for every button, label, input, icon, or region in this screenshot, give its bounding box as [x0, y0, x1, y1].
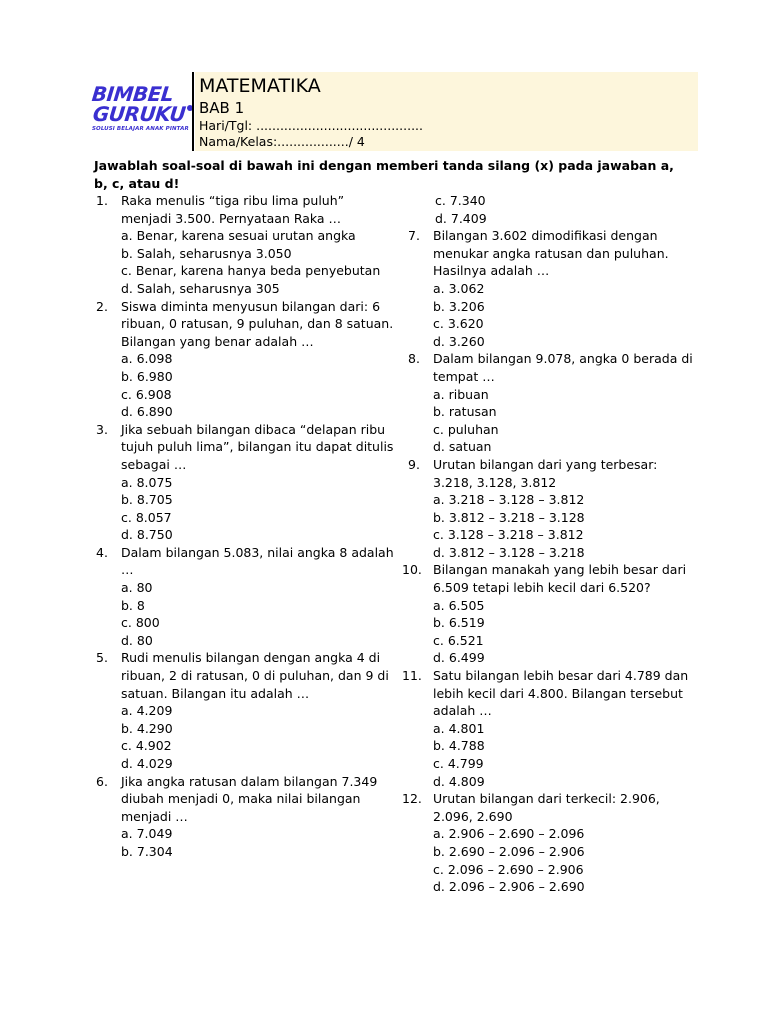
answer-option[interactable]: a. 7.049: [121, 826, 173, 842]
answer-option[interactable]: a. 4.209: [121, 703, 173, 719]
question-text: Dalam bilangan 9.078, angka 0 berada di tempat …: [433, 351, 693, 384]
question-item: [94, 544, 394, 650]
answer-option[interactable]: b. 3.812 – 3.218 – 3.128: [433, 509, 585, 525]
chapter-label: BAB 1: [199, 99, 245, 117]
answer-option[interactable]: c. 6.521: [433, 632, 484, 648]
answer-option[interactable]: b. Salah, seharusnya 3.050: [121, 245, 292, 261]
answer-option[interactable]: b. 8: [121, 597, 145, 613]
answer-option[interactable]: c. 2.096 – 2.690 – 2.906: [433, 861, 584, 877]
answer-option[interactable]: a. 6.098: [121, 351, 173, 367]
answer-option[interactable]: d. 7.409: [435, 210, 487, 226]
answer-option[interactable]: c. 4.902: [121, 738, 172, 754]
question-number: 6.: [96, 773, 108, 789]
answer-option[interactable]: a. Benar, karena sesuai urutan angka: [121, 228, 356, 244]
question-number: 3.: [96, 421, 108, 437]
question-number: 5.: [96, 650, 108, 666]
answer-option[interactable]: b. 3.206: [433, 298, 485, 314]
answer-option[interactable]: d. 8.750: [121, 527, 173, 543]
answer-option[interactable]: d. 3.260: [433, 333, 485, 349]
question-number: 11.: [402, 668, 422, 684]
question-item: [94, 773, 394, 861]
date-field: Hari/Tgl: ..........................................: [199, 118, 423, 133]
answer-option[interactable]: d. satuan: [433, 439, 492, 455]
answer-option[interactable]: a. 6.505: [433, 597, 485, 613]
answer-option[interactable]: b. 2.690 – 2.096 – 2.906: [433, 843, 585, 859]
answer-option[interactable]: d. Salah, seharusnya 305: [121, 280, 280, 296]
subject-title: MATEMATIKA: [199, 75, 321, 97]
question-text: Bilangan 3.602 dimodifikasi dengan menukar angka ratusan dan puluhan. Hasilnya adalah …: [433, 228, 669, 279]
logo-tagline: SOLUSI BELAJAR ANAK PINTAR: [92, 126, 189, 132]
answer-option[interactable]: c. 3.620: [433, 316, 484, 332]
logo-line-1: BIMBEL: [90, 82, 175, 106]
question-item: [94, 192, 394, 298]
question-item: [402, 561, 696, 667]
question-text: Jika sebuah bilangan dibaca “delapan ribu tujuh puluh lima”, bilangan itu dapat ditulis sebagai …: [121, 421, 394, 472]
question-text: Dalam bilangan 5.083, nilai angka 8 adalah …: [121, 544, 394, 578]
question-text: Rudi menulis bilangan dengan angka 4 di ribuan, 2 di ratusan, 0 di puluhan, dan 9 di satuan. Bilangan itu adalah …: [121, 650, 389, 701]
question-text: Urutan bilangan dari yang terbesar: 3.218, 3.128, 3.812: [433, 456, 658, 490]
question-item: [94, 298, 394, 421]
question-item: [406, 350, 696, 456]
question-text: Bilangan manakah yang lebih besar dari 6.509 tetapi lebih kecil dari 6.520?: [433, 562, 687, 596]
answer-option[interactable]: d. 4.029: [121, 756, 173, 771]
question-number: 4.: [96, 544, 108, 560]
question-text: Satu bilangan lebih besar dari 4.789 dan lebih kecil dari 4.800. Bilangan tersebut adalah …: [433, 668, 689, 719]
answer-option[interactable]: b. 4.290: [121, 720, 173, 736]
question-number: 12.: [402, 791, 422, 807]
answer-option[interactable]: a. 2.906 – 2.690 – 2.096: [433, 826, 585, 842]
answer-option[interactable]: b. 8.705: [121, 492, 173, 508]
answer-option[interactable]: c. 7.340: [435, 193, 486, 208]
question-item: [94, 421, 394, 544]
question-item: [402, 790, 696, 896]
answer-option[interactable]: a. ribuan: [433, 386, 489, 402]
question-text: Urutan bilangan dari terkecil: 2.906, 2.096, 2.690: [433, 791, 660, 824]
answer-option[interactable]: c. 6.908: [121, 386, 172, 402]
logo-line-2: GURUKU: [91, 102, 187, 126]
name-class-field: Nama/Kelas:................../ 4: [199, 134, 365, 149]
question-item: [406, 227, 696, 350]
answer-option[interactable]: a. 80: [121, 580, 153, 596]
answer-option[interactable]: d. 6.890: [121, 404, 173, 420]
question-text: Raka menulis “tiga ribu lima puluh” menjadi 3.500. Pernyataan Raka …: [121, 193, 345, 226]
answer-option[interactable]: b. ratusan: [433, 404, 497, 420]
answer-option[interactable]: c. 4.799: [433, 756, 484, 771]
answer-option[interactable]: a. 3.218 – 3.128 – 3.812: [433, 492, 585, 508]
worksheet-header: [195, 72, 698, 151]
answer-option[interactable]: b. 4.788: [433, 738, 485, 754]
question-number: 7.: [408, 228, 420, 244]
question-column-left: [94, 192, 394, 861]
answer-option[interactable]: b. 6.519: [433, 615, 485, 631]
answer-option[interactable]: c. 800: [121, 615, 160, 631]
answer-option[interactable]: d. 3.812 – 3.128 – 3.218: [433, 544, 585, 560]
question-column-right: [402, 192, 696, 896]
question-item: [406, 456, 696, 562]
question-number: 9.: [408, 456, 420, 472]
question-number: 10.: [402, 562, 422, 578]
continued-options: [406, 192, 696, 227]
question-item: [94, 649, 394, 772]
answer-option[interactable]: c. Benar, karena hanya beda penyebutan: [121, 263, 381, 279]
instruction-text: Jawablah soal-soal di bawah ini dengan memberi tanda silang (x) pada jawaban a, b, c, atau d!: [94, 158, 674, 191]
question-number: 2.: [96, 298, 108, 314]
question-number: 8.: [408, 351, 420, 367]
answer-option[interactable]: c. puluhan: [433, 421, 499, 437]
answer-option[interactable]: b. 6.980: [121, 368, 173, 384]
answer-option[interactable]: c. 8.057: [121, 509, 172, 525]
answer-option[interactable]: a. 3.062: [433, 280, 485, 296]
answer-option[interactable]: d. 80: [121, 632, 153, 648]
answer-option[interactable]: d. 2.096 – 2.906 – 2.690: [433, 879, 585, 895]
brand-logo: [92, 84, 192, 134]
question-text: Siswa diminta menyusun bilangan dari: 6 ribuan, 0 ratusan, 9 puluhan, dan 8 satuan. Bilangan yang benar adalah …: [121, 298, 394, 349]
answer-option[interactable]: b. 7.304: [121, 843, 173, 859]
question-number: 1.: [96, 193, 108, 208]
header-divider: [192, 72, 194, 151]
answer-option[interactable]: d. 6.499: [433, 650, 485, 666]
question-text: Jika angka ratusan dalam bilangan 7.349 diubah menjadi 0, maka nilai bilangan menjadi …: [121, 773, 378, 824]
question-item: [402, 667, 696, 790]
answer-option[interactable]: d. 4.809: [433, 773, 485, 789]
answer-option[interactable]: c. 3.128 – 3.218 – 3.812: [433, 527, 584, 543]
answer-option[interactable]: a. 4.801: [433, 720, 485, 736]
answer-option[interactable]: a. 8.075: [121, 474, 173, 490]
